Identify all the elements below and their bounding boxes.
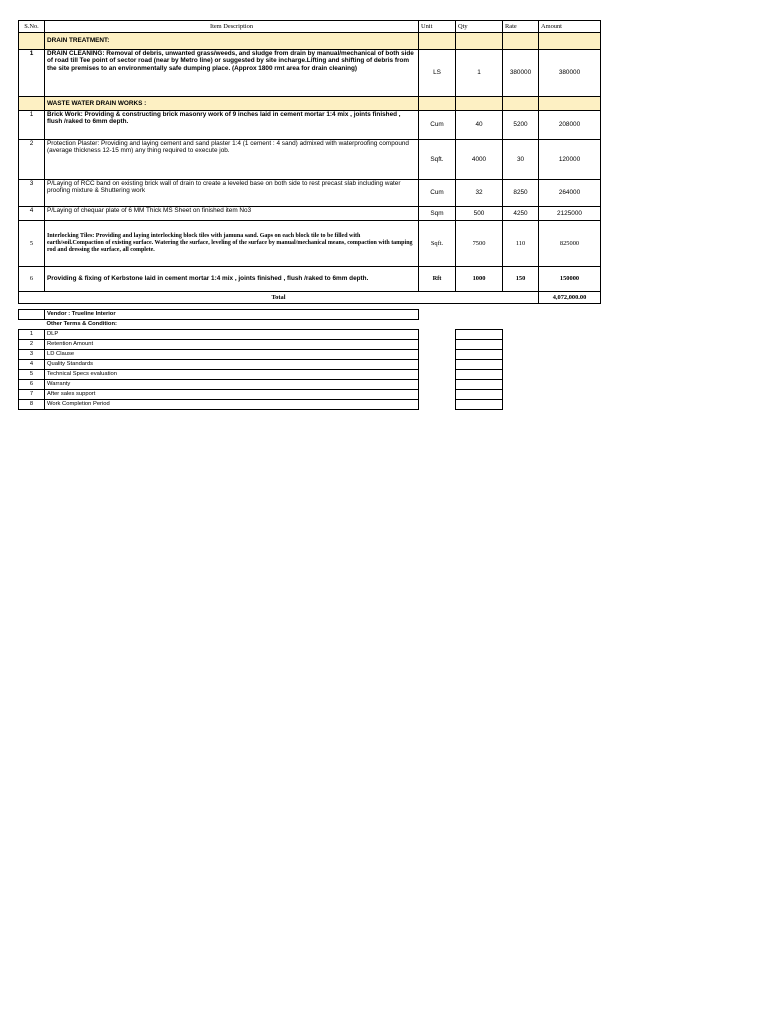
row-amount: 2125000 (539, 207, 601, 221)
header-amount: Amount (539, 21, 601, 33)
term-number: 5 (19, 370, 45, 380)
boq-table (18, 20, 601, 304)
table-row (19, 180, 601, 207)
total-label: Total (19, 292, 539, 304)
section-title-waste: WASTE WATER DRAIN WORKS : (45, 97, 419, 111)
row-unit: Sqm (419, 207, 456, 221)
table-row (19, 140, 601, 180)
row-number: 2 (19, 140, 45, 180)
list-item (19, 380, 503, 390)
terms-title-row (19, 320, 503, 330)
row-unit: LS (419, 50, 456, 97)
term-number: 4 (19, 360, 45, 370)
vendor-row (19, 310, 503, 320)
term-label: Retention Amount (45, 340, 419, 350)
row-rate: 380000 (503, 50, 539, 97)
list-item (19, 370, 503, 380)
row-rate: 30 (503, 140, 539, 180)
row-unit: Cum (419, 111, 456, 140)
section-row-drain (19, 33, 601, 50)
list-item (19, 340, 503, 350)
term-label: Quality Standards (45, 360, 419, 370)
term-value[interactable] (456, 380, 503, 390)
term-value[interactable] (456, 350, 503, 360)
row-description: Interlocking Tiles: Providing and laying interlocking block tiles with jamuna sand. Gaps on each block tile to be filled with earth/soil.Compaction of existing surface. Watering the surface, leveling of the surface by manual/mechanical means, compaction with tamping rod and dressing the surface, all complete. (45, 221, 419, 267)
row-description: Brick Work: Providing & constructing brick masonry work of 9 inches laid in cement mortar 1:4 mix , joints finished , flush /raked to 6mm depth. (45, 111, 419, 140)
section-row-waste (19, 97, 601, 111)
term-value[interactable] (456, 400, 503, 410)
term-value[interactable] (456, 390, 503, 400)
table-row (19, 111, 601, 140)
row-amount: 264000 (539, 180, 601, 207)
header-description: Item Description (45, 21, 419, 33)
term-value[interactable] (456, 340, 503, 350)
row-number: 6 (19, 267, 45, 292)
vendor-name: Vendor : Trueline Interior (45, 310, 419, 320)
row-unit: Sqft. (419, 221, 456, 267)
list-item (19, 360, 503, 370)
row-rate: 4250 (503, 207, 539, 221)
row-amount: 150000 (539, 267, 601, 292)
row-amount: 120000 (539, 140, 601, 180)
row-number: 4 (19, 207, 45, 221)
row-description: Providing & fixing of Kerbstone laid in cement mortar 1:4 mix , joints finished , flush /raked to 6mm depth. (45, 267, 419, 292)
term-number: 3 (19, 350, 45, 360)
section-title-drain: DRAIN TREATMENT: (45, 33, 419, 50)
list-item (19, 400, 503, 410)
row-unit: Cum (419, 180, 456, 207)
row-amount: 380000 (539, 50, 601, 97)
table-row (19, 267, 601, 292)
row-rate: 110 (503, 221, 539, 267)
row-rate: 5200 (503, 111, 539, 140)
row-number: 1 (19, 50, 45, 97)
row-description: P/Laying of RCC band on existing brick wall of drain to create a leveled base on both side to rest precast slab including water proofing mixture & Shuttering work (45, 180, 419, 207)
row-qty: 1000 (456, 267, 503, 292)
row-unit: Sqft. (419, 140, 456, 180)
terms-title: Other Terms & Condition: (46, 321, 117, 327)
row-rate: 150 (503, 267, 539, 292)
term-label: Work Completion Period (45, 400, 419, 410)
row-number: 5 (19, 221, 45, 267)
total-amount: 4,072,000.00 (539, 292, 601, 304)
row-qty: 1 (456, 50, 503, 97)
row-qty: 7500 (456, 221, 503, 267)
total-row (19, 292, 601, 304)
row-amount: 208000 (539, 111, 601, 140)
table-row (19, 50, 601, 97)
row-number: 3 (19, 180, 45, 207)
term-value[interactable] (456, 360, 503, 370)
row-number: 1 (19, 111, 45, 140)
header-qty: Qty (456, 21, 503, 33)
row-description: P/Laying of chequar plate of 6 MM Thick MS Sheet on finished item No3 (45, 207, 419, 221)
list-item (19, 350, 503, 360)
term-number: 2 (19, 340, 45, 350)
list-item (19, 330, 503, 340)
row-amount: 825000 (539, 221, 601, 267)
term-number: 6 (19, 380, 45, 390)
terms-table (18, 309, 503, 410)
term-value[interactable] (456, 370, 503, 380)
table-row (19, 207, 601, 221)
row-qty: 500 (456, 207, 503, 221)
term-label: LD Clause (45, 350, 419, 360)
row-qty: 4000 (456, 140, 503, 180)
row-unit: Rft (419, 267, 456, 292)
header-sno: S.No. (19, 21, 45, 33)
row-qty: 40 (456, 111, 503, 140)
term-label: DLP (45, 330, 419, 340)
term-number: 1 (19, 330, 45, 340)
list-item (19, 390, 503, 400)
term-label: Technical Specs evaluation (45, 370, 419, 380)
term-value[interactable] (456, 330, 503, 340)
row-description: Protection Plaster: Providing and laying cement and sand plaster 1:4 (1 cement : 4 sand) admixed with waterproofing compound (average thickness 12-15 mm) any thing required to execute job. (45, 140, 419, 180)
row-description: DRAIN CLEANING: Removal of debris, unwanted grass/weeds, and sludge from drain by manual/mechanical of both side of road till Tee point of sector road (near by Metro line) or suggested by site incharge.Lifting and shifting of debris from the site premises to an environmentally safe dumping place. (Approx 1800 rmt area for drain cleaning) (45, 50, 419, 97)
term-number: 7 (19, 390, 45, 400)
table-row (19, 221, 601, 267)
term-label: Warranty (45, 380, 419, 390)
row-qty: 32 (456, 180, 503, 207)
header-unit: Unit (419, 21, 456, 33)
header-rate: Rate (503, 21, 539, 33)
term-number: 8 (19, 400, 45, 410)
term-label: After sales support (45, 390, 419, 400)
row-rate: 8250 (503, 180, 539, 207)
header-row (19, 21, 601, 33)
